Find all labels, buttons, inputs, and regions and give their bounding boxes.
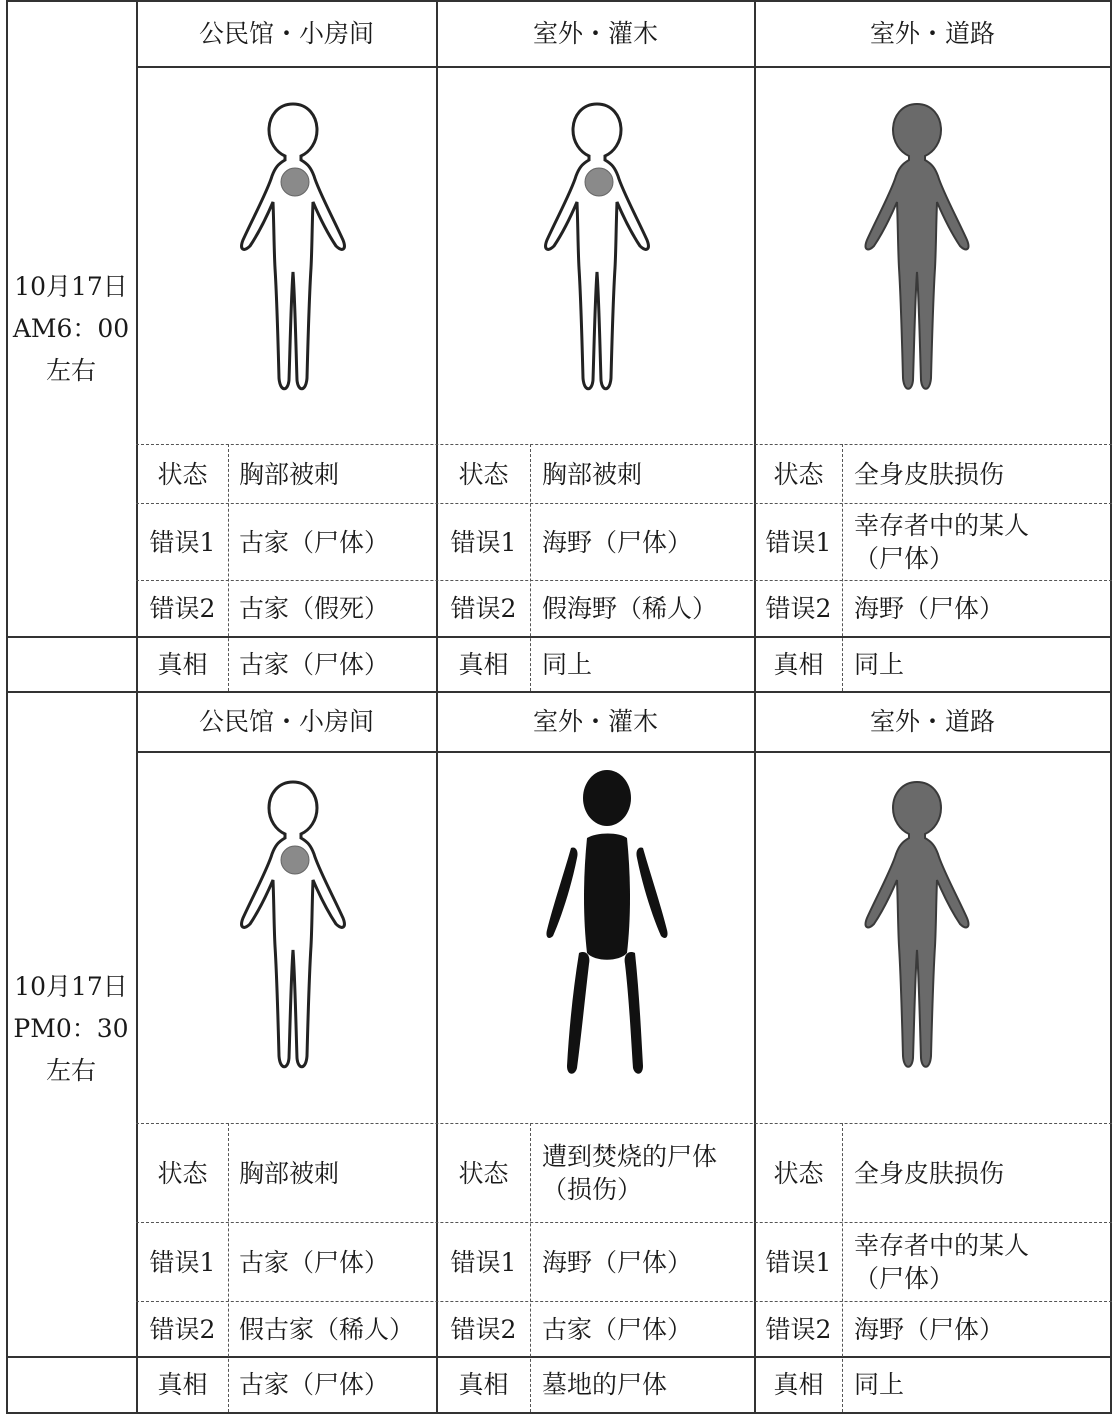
state-value: 胸部被刺 [239, 1158, 340, 1188]
error2-value: 古家（假死） [239, 594, 390, 623]
row-label: 错误1 [450, 1247, 517, 1277]
table-border-right [1110, 0, 1112, 1414]
row-label: 错误2 [450, 594, 517, 623]
location-header: 室外・灌木 [532, 18, 658, 48]
state-value-line1: 遭到焚烧的尸体 [542, 1142, 718, 1171]
row-label: 状态 [773, 1158, 824, 1188]
error1-value: 古家（尸体） [239, 527, 390, 557]
header-divider [136, 751, 1112, 753]
burned-body-figure [527, 768, 687, 1080]
row-label: 错误2 [149, 594, 216, 623]
error1-value: 海野（尸体） [542, 1247, 693, 1277]
row-label: 错误2 [765, 1314, 832, 1344]
error2-value: 海野（尸体） [854, 1314, 1005, 1344]
error1-value: 古家（尸体） [239, 1247, 390, 1277]
table-border-left [6, 0, 8, 1414]
time-clock: PM0：30 [13, 1014, 129, 1043]
location-header: 室外・道路 [869, 18, 995, 48]
row-label: 错误1 [450, 527, 517, 557]
truth-value: 同上 [542, 649, 593, 679]
row-label: 状态 [458, 459, 509, 489]
location-header: 室外・灌木 [532, 707, 658, 736]
truth-label: 真相 [157, 1370, 208, 1399]
error1-value [854, 1223, 1109, 1301]
row-label: 错误1 [149, 1247, 216, 1277]
label-divider [530, 1123, 531, 1412]
label-divider [228, 1123, 229, 1412]
location-header: 公民馆・小房间 [198, 707, 374, 736]
location-header: 公民馆・小房间 [198, 18, 374, 48]
time-approx: 左右 [45, 356, 96, 385]
state-value [542, 1124, 752, 1222]
error1-value-line2: （尸体） [854, 544, 955, 573]
error2-value: 海野（尸体） [854, 594, 1005, 623]
error1-value [854, 504, 1109, 580]
time-clock: AM6：00 [12, 314, 130, 343]
gray-body-figure [847, 778, 987, 1078]
state-value: 胸部被刺 [239, 459, 340, 489]
body-outline-figure [223, 778, 363, 1078]
label-divider [842, 1123, 843, 1412]
truth-label: 真相 [773, 649, 824, 679]
truth-label: 真相 [157, 649, 208, 679]
body-outline-figure [223, 100, 363, 400]
row-label: 状态 [157, 1158, 208, 1188]
row-label: 错误2 [450, 1314, 517, 1344]
truth-label: 真相 [458, 649, 509, 679]
error2-value: 假古家（稀人） [239, 1314, 415, 1344]
time-date: 10月17日 [14, 272, 128, 301]
error1-value-line2: （尸体） [854, 1264, 955, 1293]
gray-body-figure [847, 100, 987, 400]
header-divider [136, 66, 1112, 68]
truth-value: 同上 [854, 649, 905, 679]
row-label: 错误1 [765, 527, 832, 557]
error1-value: 海野（尸体） [542, 527, 693, 557]
truth-value: 墓地的尸体 [542, 1370, 668, 1399]
row-label: 错误2 [765, 594, 832, 623]
state-value-line2: （损伤） [542, 1175, 643, 1204]
state-value: 全身皮肤损伤 [854, 459, 1005, 489]
body-outline-figure [527, 100, 667, 400]
truth-value: 古家（尸体） [239, 1370, 390, 1399]
label-divider [228, 444, 229, 691]
error1-value-line1: 幸存者中的某人 [854, 1231, 1030, 1260]
state-value: 全身皮肤损伤 [854, 1158, 1005, 1188]
label-divider [530, 444, 531, 691]
error2-value: 假海野（稀人） [542, 594, 718, 623]
error1-value-line1: 幸存者中的某人 [854, 511, 1030, 540]
row-label: 状态 [458, 1158, 509, 1188]
row-label: 状态 [773, 459, 824, 489]
time-label [6, 266, 136, 392]
location-header: 室外・道路 [869, 707, 995, 736]
state-value: 胸部被刺 [542, 459, 643, 489]
time-label [6, 966, 136, 1092]
row-label: 错误1 [149, 527, 216, 557]
time-approx: 左右 [45, 1056, 96, 1085]
row-label: 错误2 [149, 1314, 216, 1344]
table-border-bottom [6, 1412, 1112, 1414]
truth-value: 古家（尸体） [239, 649, 390, 679]
row-label: 错误1 [765, 1247, 832, 1277]
row-label: 状态 [157, 459, 208, 489]
label-divider [842, 444, 843, 691]
truth-label: 真相 [773, 1370, 824, 1399]
truth-value: 同上 [854, 1370, 905, 1399]
time-date: 10月17日 [14, 972, 128, 1001]
truth-label: 真相 [458, 1370, 509, 1399]
error2-value: 古家（尸体） [542, 1314, 693, 1344]
